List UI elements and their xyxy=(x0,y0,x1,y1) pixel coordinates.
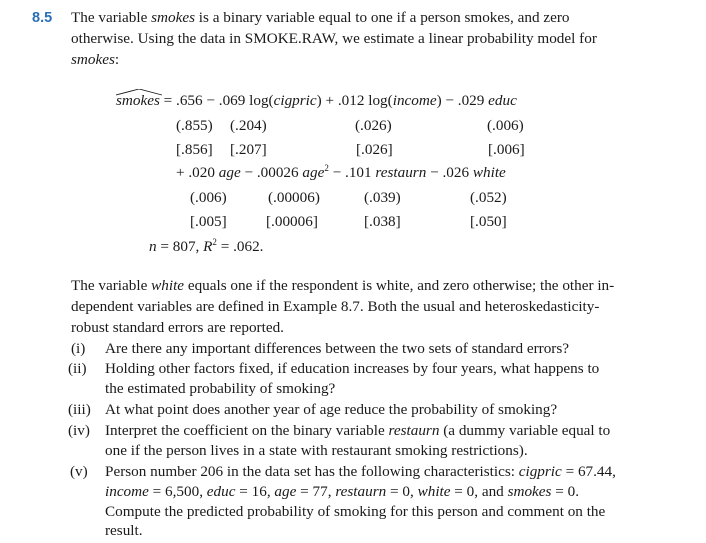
question-text: one if the person lives in a state with restaurant smoking restrictions). xyxy=(105,442,528,459)
question-text: Interpret the coefficient on the binary variable restaurn (a dummy variable equal to xyxy=(105,422,611,439)
question-text: Holding other factors fixed, if education increases by four years, what happens to xyxy=(105,360,600,377)
se-white: (.052) xyxy=(470,189,507,206)
equation-line-1: smokes = .656 − .069 log(cigpric) + .012 log(income) − .029 educ xyxy=(116,91,517,111)
hat-mark xyxy=(116,89,163,96)
question-label: (ii) xyxy=(68,360,87,377)
question-label: (i) xyxy=(71,340,86,357)
question-text: income = 6,500, educ = 16, age = 77, restaurn = 0, white = 0, and smokes = 0. xyxy=(105,483,580,500)
question-text: result. xyxy=(105,522,143,539)
intro-line-3: smokes: xyxy=(71,51,120,68)
intro-line-2: otherwise. Using the data in SMOKE.RAW, we estimate a linear probability model for xyxy=(71,30,597,47)
rse-educ: [.006] xyxy=(488,141,525,158)
question-label: (iii) xyxy=(68,401,91,418)
question-label: (iv) xyxy=(68,422,90,439)
se-const: (.855) xyxy=(176,117,213,134)
equation-stats: n = 807, $R^2 = .062$. xyxy=(149,236,264,255)
para-line-1: The variable white equals one if the respondent is white, and zero otherwise; the other in- xyxy=(71,277,615,294)
se-income: (.026) xyxy=(355,117,392,134)
question-text: Are there any important differences between the two sets of standard errors? xyxy=(105,340,570,357)
se-agesq: (.00006) xyxy=(268,189,320,206)
problem-number: 8.5 xyxy=(32,10,53,26)
question-text: At what point does another year of age reduce the probability of smoking? xyxy=(105,401,558,418)
se-restaurn: (.039) xyxy=(364,189,401,206)
se-educ: (.006) xyxy=(487,117,524,134)
se-cigpric: (.204) xyxy=(230,117,267,134)
para-line-2: dependent variables are defined in Example 8.7. Both the usual and heteroskedasticity- xyxy=(71,298,600,315)
rse-cigpric: [.207] xyxy=(230,141,267,158)
rse-const: [.856] xyxy=(176,141,213,158)
question-text: Compute the predicted probability of smoking for this person and comment on the xyxy=(105,503,606,520)
rse-white: [.050] xyxy=(470,213,507,230)
para-line-3: robust standard errors are reported. xyxy=(71,319,284,336)
rse-restaurn: [.038] xyxy=(364,213,401,230)
rse-agesq: [.00006] xyxy=(266,213,318,230)
question-text: Person number 206 in the data set has the following characteristics: cigpric = 67.44, xyxy=(105,463,616,480)
question-text: the estimated probability of smoking? xyxy=(105,380,336,397)
smokes-hat: smokes xyxy=(116,91,160,111)
rse-age: [.005] xyxy=(190,213,227,230)
intro-line-1: The variable smokes is a binary variable equal to one if a person smokes, and zero xyxy=(71,9,570,26)
equation-line-2: + .020 age − .00026 age$^2$ − .101 restaurn − .026 white xyxy=(176,162,506,181)
se-age: (.006) xyxy=(190,189,227,206)
question-label: (v) xyxy=(70,463,88,480)
rse-income: [.026] xyxy=(356,141,393,158)
